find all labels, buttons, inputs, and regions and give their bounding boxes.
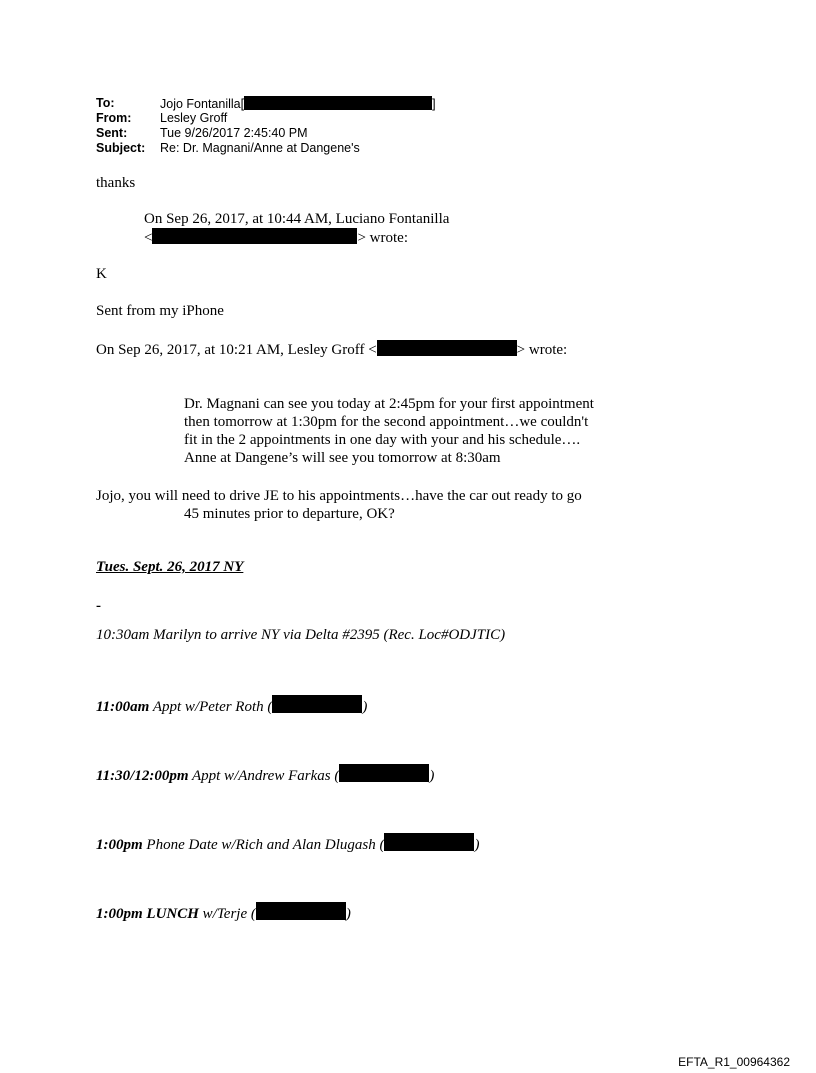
redaction-box xyxy=(339,764,429,782)
k-text: K xyxy=(96,266,107,282)
item5-close: ) xyxy=(345,906,351,922)
sent-value: Tue 9/26/2017 2:45:40 PM xyxy=(160,126,308,140)
item5-text: w/Terje ( xyxy=(198,906,256,922)
para1-line1: Dr. Magnani can see you today at 2:45pm for your first appointment xyxy=(184,396,594,412)
quote2-tail: > wrote: xyxy=(516,342,568,358)
item4-text: Phone Date w/Rich and Alan Dlugash ( xyxy=(142,837,385,853)
item4-close: ) xyxy=(474,837,480,853)
redaction-box xyxy=(152,228,357,244)
subject-label: Subject: xyxy=(96,141,146,155)
redaction-box xyxy=(272,695,362,713)
redaction-box xyxy=(256,902,346,920)
document-id: EFTA_R1_00964362 xyxy=(678,1055,790,1069)
quote1-line1: On Sep 26, 2017, at 10:44 AM, Luciano Fontanilla xyxy=(144,211,450,227)
item2-time: 11:00am xyxy=(96,699,150,715)
to-value xyxy=(160,96,436,111)
quote1-line2 xyxy=(144,228,408,247)
quote2-line xyxy=(96,340,567,359)
redaction-box xyxy=(384,833,474,851)
schedule-dash: - xyxy=(96,598,101,614)
schedule-item-5 xyxy=(96,902,351,923)
item5-time: 1:00pm LUNCH xyxy=(96,906,199,922)
para1-line3: fit in the 2 appointments in one day with your and his schedule…. xyxy=(184,432,581,448)
sent-from-text: Sent from my iPhone xyxy=(96,303,224,319)
item2-text: Appt w/Peter Roth ( xyxy=(149,699,273,715)
schedule-item-3 xyxy=(96,764,434,785)
schedule-item-2 xyxy=(96,695,367,716)
item3-text: Appt w/Andrew Farkas ( xyxy=(188,768,340,784)
from-value: Lesley Groff xyxy=(160,111,228,125)
redaction-box xyxy=(377,340,517,356)
schedule-item-4 xyxy=(96,833,479,854)
to-name: Jojo Fontanilla[ xyxy=(160,97,245,111)
para2-line2: 45 minutes prior to departure, OK? xyxy=(184,506,395,522)
subject-value: Re: Dr. Magnani/Anne at Dangene's xyxy=(160,141,360,155)
to-close: ] xyxy=(432,97,436,111)
para1-line4: Anne at Dangene’s will see you tomorrow at 8:30am xyxy=(184,450,501,466)
redaction-box xyxy=(244,96,432,110)
item4-time: 1:00pm xyxy=(96,837,143,853)
schedule-date-heading: Tues. Sept. 26, 2017 NY xyxy=(96,559,244,575)
quote1-open: < xyxy=(144,230,153,246)
sent-label: Sent: xyxy=(96,126,128,140)
item3-close: ) xyxy=(429,768,435,784)
quote2-head: On Sep 26, 2017, at 10:21 AM, Lesley Groff < xyxy=(96,342,377,358)
quote1-tail: > wrote: xyxy=(357,230,408,246)
schedule-item-1: 10:30am Marilyn to arrive NY via Delta #2395 (Rec. Loc#ODJTIC) xyxy=(96,627,506,643)
para2-line1: Jojo, you will need to drive JE to his appointments…have the car out ready to go xyxy=(96,488,582,504)
from-label: From: xyxy=(96,111,132,125)
item2-close: ) xyxy=(362,699,368,715)
to-label: To: xyxy=(96,96,115,110)
para1-line2: then tomorrow at 1:30pm for the second appointment…we couldn't xyxy=(184,414,589,430)
item3-time: 11:30/12:00pm xyxy=(96,768,189,784)
reply-text: thanks xyxy=(96,175,136,191)
